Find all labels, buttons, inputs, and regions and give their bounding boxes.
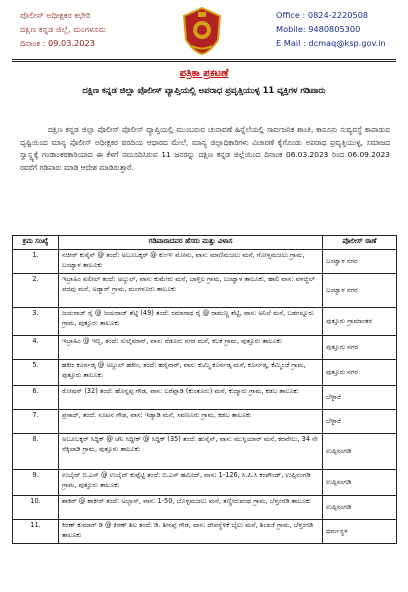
person-details: ಇಬ್ರಾಹಿಂ @ ಇಬ್ಬಿ, ತಂದೆ: ಸುಲೈಮಾನ್, ವಾಸ: ನೆಡೂರು ನಗರ ಮನೆ, ಕಬಕ ಗ್ರಾಮ, ಪುತ್ತೂರು ತಾಲೂಕು — [59, 336, 323, 360]
police-station: ಬಂಟ್ವಾಳ ನಗರ — [323, 250, 397, 274]
serial-number: 1. — [13, 250, 59, 274]
police-station: ಉಪ್ಪಿನಂಗಡಿ — [323, 496, 397, 520]
table-row — [13, 336, 397, 360]
column-header-police-station: ಪೊಲೀಸ್ ಠಾಣೆ — [323, 236, 397, 250]
person-details: ರೋಷನ್ (32) ತಂದೆ: ಹೊನ್ನಪ್ಪ ಗೌಡ, ವಾಸ: ಬರೆಪ್ಪಾಡಿ (ಕುಂತೂರು) ಮನೆ, ಕುದ್ಮಾರು ಗ್ರಾಮ, ಕಡಬ ತಾಲೂಕು — [59, 386, 323, 410]
table-row — [13, 410, 397, 434]
police-station: ಪುತ್ತೂರು ಗ್ರಾಮಾಂತರ — [323, 308, 397, 336]
column-header-name-address: ಗಡಿಪಾರಾದವರ ಹೆಸರು ಮತ್ತು ವಿಳಾಸ — [59, 236, 323, 250]
serial-number: 2. — [13, 274, 59, 308]
serial-number: 6. — [13, 386, 59, 410]
serial-number: 7. — [13, 410, 59, 434]
header-divider — [12, 59, 396, 60]
police-station: ಬಂಟ್ವಾಳ ನಗರ — [323, 274, 397, 308]
police-station: ಉಪ್ಪಿನಂಗಡಿ — [323, 434, 397, 470]
person-details: ಶಾಕಿರ್ @ ಶಾಕೀರ್ ತಂದೆ: ಅಬ್ಬಾಸ್, ವಾಸ: 1-50, ಬೊಳ್ಳಮಜಲು ಮನೆ, ತಣ್ಣೀರುಪಂಥ ಗ್ರಾಮ, ಬೆಳ್ತಂಗಡಿ ತಾಲೂಕು — [59, 496, 323, 520]
table-row — [13, 360, 397, 386]
police-station: ಪುತ್ತೂರು ನಗರ — [323, 360, 397, 386]
table-row — [13, 386, 397, 410]
person-details: ಹಕೀಂ ಕೂರ್ನಡ್ಕ @ ಅಬ್ದುಲ್ ಹಕೀಂ, ತಂದೆ: ಹಸೈನಾರ್, ವಾಸ: ಕುಮ್ಮಿ ಕೂರ್ನಡ್ಕ ಮನೆ, ಕೂರ್ನಡ್ಕ, ಕೆಮ್ಮಿಂಜೆ ಗ್ರಾಮ, ಪುತ್ತೂರು ತಾಲೂಕು — [59, 360, 323, 386]
police-station: ಧರ್ಮಸ್ಥಳ — [323, 520, 397, 544]
table-row — [13, 520, 397, 544]
column-header-serial: ಕ್ರಮ ಸಂಖ್ಯೆ — [13, 236, 59, 250]
table-row — [13, 470, 397, 496]
table-row — [13, 434, 397, 470]
release-body-paragraph: ದಕ್ಷಿಣ ಕನ್ನಡ ಜಿಲ್ಲಾ ಪೊಲೀಸ್ ಪೊಲೀಸ್ ವ್ಯಾಪ್ತಿಯಲ್ಲಿ ಮುಂಬರುವ ಚುನಾವಣೆ ಹಿನ್ನೆಲೆಯಲ್ಲಿ ಸಾರ್ವಜನಿಕ ಶಾಂತಿ, ಕಾನೂನು ಸುವ್ಯವಸ್ಥೆ ಕಾಪಾಡುವ ದೃಷ್ಟಿಯಿಂದ ಮಾನ್ಯ ಪೊಲೀಸ್ ಅಧೀಕ್ಷಕರ ವರದಿಯ ಆಧಾರದ ಮೇಲೆ, ಮಾನ್ಯ ಜಿಲ್ಲಾಧಿಕಾರಿಗಳು ವಿಚಾರಣೆ ಕೈಗೊಂಡು ಅಪರಾಧ ಪ್ರವೃತ್ತಿಯುಳ್ಳ, ಸಮಾಜದ ಸ್ವಾಸ್ಥ್ಯಕ್ಕೆ ಗಂಡಾಂತರಕಾರಿಯಾದ ಈ ಕೆಳಗೆ ನಮೂದಿಸಿರುವ 11 ಜನರನ್ನು ದಕ್ಷಿಣ ಕನ್ನಡ ಜಿಲ್ಲೆಯಿಂದ ದಿನಾಂಕ 06.03.2023 ರಿಂದ 06.09.2023 ರವರೆಗೆ ಗಡಿಪಾರು ಮಾಡಿ ಆದೇಶ ಮಾಡಿರುತ್ತಾರೆ. — [20, 125, 390, 172]
office-header-left — [20, 8, 106, 50]
police-station: ಪುತ್ತೂರು ನಗರ — [323, 336, 397, 360]
person-details: ಇಬ್ರಾಹಿಂ ಖಲೀಲ್ ತಂದೆ: ಅಬ್ದುಲ್, ವಾಸ: ಕುಮೇರು ಮನೆ, ಬಾಳ್ತಿಲ ಗ್ರಾಮ, ಬಂಟ್ವಾಳ ತಾಲೂಕು, ಹಾಲಿ ವಾಸ: ವಳಚ್ಚಿಲ್ ಪದವು ಮನೆ, ಅಡ್ಯಾರ್ ಗ್ರಾಮ, ಮಂಗಳೂರು ತಾಲೂಕು — [59, 274, 323, 308]
karnataka-police-emblem-icon — [180, 6, 224, 56]
person-details: ಕಿರಣ್ ಕುಮಾರ್ ಡಿ @ ಕಿರಣ್ ಶಿಲ ತಂದೆ: ಡಿ. ಶೀನಪ್ಪ ಗೌಡ, ವಾಸ: ದೇವಸ್ಥೆಳಿಕೆ ಬೈಲು ಮನೆ, ಶಿಬಾಜೆ ಗ್ರಾಮ, ಬೆಳ್ತಂಗಡಿ ತಾಲೂಕು — [59, 520, 323, 544]
office-phone: Office : 0824-2220508 — [276, 10, 369, 20]
serial-number: 5. — [13, 360, 59, 386]
table-row — [13, 250, 397, 274]
serial-number: 11. — [13, 520, 59, 544]
email-address: E Mail : dcmaq@ksp.gov.in — [276, 38, 386, 48]
serial-number: 10. — [13, 496, 59, 520]
release-subject: ದಕ್ಷಿಣ ಕನ್ನಡ ಜಿಲ್ಲಾ ಪೊಲೀಸ್ ವ್ಯಾಪ್ತಿಯಲ್ಲಿ ಅಪರಾಧ ಪ್ರವೃತ್ತಿಯುಳ್ಳ 11 ವ್ಯಕ್ತಿಗಳ ಗಡಿಪಾರು — [82, 85, 326, 95]
press-release-title: ಪತ್ರಿಕಾ ಪ್ರಕಟಣೆ — [179, 68, 229, 79]
table-header-row — [13, 236, 397, 250]
person-details: ಪ್ರಸಾದ್, ತಂದೆ: ಸೂಟನ ಗೌಡ, ವಾಸ: ಇಡ್ಯಾಡಿ ಮನೆ, ಸವಣೂರು ಗ್ರಾಮ, ಕಡಬ ತಾಲೂಕು — [59, 410, 323, 434]
serial-number: 3. — [13, 308, 59, 336]
police-station: ಬೆಳ್ಳಾರೆ — [323, 410, 397, 434]
mobile-number: Mobile: 9480805300 — [276, 24, 361, 34]
serial-number: 8. — [13, 434, 59, 470]
police-station: ಬೆಳ್ಳಾರೆ — [323, 386, 397, 410]
table-row — [13, 308, 397, 336]
office-name: ಪೊಲೀಸ್ ಅಧೀಕ್ಷಕರ ಕಛೇರಿ — [20, 10, 91, 20]
serial-number: 9. — [13, 470, 59, 496]
person-details: ಜಯರಾಜ್ ರೈ @ ಜಯರಾಜ್ ಶೆಟ್ಟಿ (49) ತಂದೆ: ರಮಾನಾಥ ರೈ @ ರಾಮಣ್ಣ ಶೆಟ್ಟಿ, ವಾಸ: ಅನಿಲೆ ಮನೆ, ಬಡಗನ್ನೂರು ಗ್ರಾಮ, ಪುತ್ತೂರು ತಾಲೂಕು — [59, 308, 323, 336]
issue-date: ದಿನಾಂಕ : 09.03.2023 — [20, 38, 95, 48]
person-details: ಉಬೈದ್ ಬಿ.ಎಸ್ @ ಉಬೈದ್ ಕುಪ್ಪೆಟ್ಟಿ ತಂದೆ: ಬಿ.ಎಸ್ ಹಮೀದ್, ವಾಸ: 1-126, ಸಿ.ಪಿ.ಸಿ ಕಂಪೌಂಡ್, ಉಪ್ಪಿನಂಗಡಿ ಗ್ರಾಮ, ಪುತ್ತೂರು ತಾಲೂಕು — [59, 470, 323, 496]
person-details: ನಜೀರ್ ಕುಸೈನ್ @ ತಂದೆ: ಅಬೂಬಕ್ಕರ್ @ ಕುಂಞ ಮೋನು, ವಾಸ: ಮಾಣಿಮಜಲು ಮನೆ, ಗೋಳ್ತಮಜಲು ಗ್ರಾಮ, ಬಂಟ್ವಾಳ ತಾಲೂಕು — [59, 250, 323, 274]
serial-number: 4. — [13, 336, 59, 360]
district-name: ದಕ್ಷಿಣ ಕನ್ನಡ ಜಿಲ್ಲೆ, ಮಂಗಳೂರು — [20, 24, 106, 34]
externed-persons-table — [12, 235, 397, 544]
header-divider-2 — [12, 61, 396, 62]
person-details: ಅಬೂಬಕ್ಕರ್ ಸಿದ್ದಿಕ್ @ ಚೆನಿ ಸಿದ್ದೀಕ್ @ ಸಿದ್ದಿಕ್ (35) ತಂದೆ: ಹುಸೈನ್, ವಾಸ: ಮುಸ್ಲಿಯಾರ್ ಮನೆ, ಕರವೇಲು, 34 ನೇ ನೆಕ್ಕಿಲಾಡಿ ಗ್ರಾಮ, ಪುತ್ತೂರು ತಾಲೂಕು — [59, 434, 323, 470]
table-row — [13, 274, 397, 308]
table-row — [13, 496, 397, 520]
police-station: ಉಪ್ಪಿನಂಗಡಿ — [323, 470, 397, 496]
office-header-right — [276, 8, 386, 50]
